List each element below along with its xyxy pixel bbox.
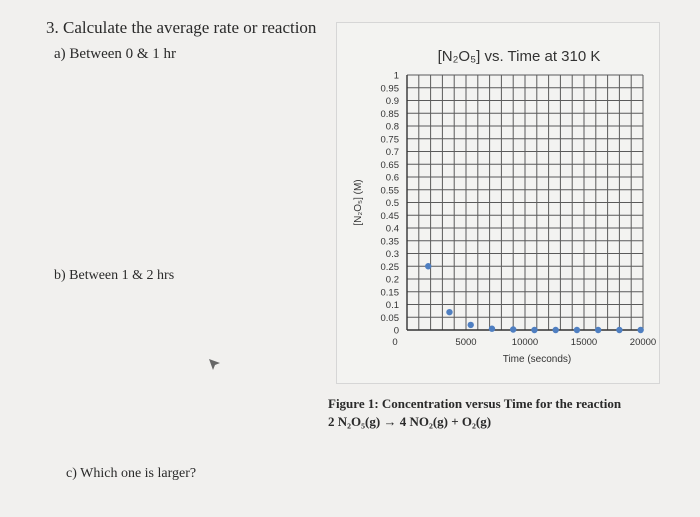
- y-tick-label: 0.7: [385, 147, 399, 158]
- data-point: [595, 327, 601, 333]
- y-axis-label: [N₂O₅] (M): [353, 179, 364, 226]
- caption-equation: 2 N₂O₅(g) → 4 NO₂(g) + O₂(g): [328, 414, 492, 429]
- chart: [337, 23, 659, 383]
- data-point: [510, 326, 516, 332]
- x-tick-label: 15000: [570, 337, 598, 348]
- chart-title: [N₂O₅] vs. Time at 310 K: [437, 48, 601, 65]
- x-tick-label: 0: [392, 337, 398, 348]
- data-point: [552, 327, 558, 333]
- chart-frame: [336, 22, 660, 384]
- question-part-a: a) Between 0 & 1 hr: [54, 46, 177, 62]
- y-tick-label: 0: [393, 325, 399, 337]
- y-tick-label: 0.45: [380, 210, 399, 222]
- y-tick-label: 0.55: [380, 185, 399, 197]
- y-tick-label: 0.3: [385, 249, 399, 260]
- y-tick-label: 0.4: [385, 223, 399, 235]
- x-tick-label: 20000: [629, 337, 657, 348]
- mouse-cursor-icon: [208, 358, 222, 372]
- y-tick-label: 0.2: [385, 274, 399, 286]
- y-tick-label: 0.1: [385, 300, 399, 311]
- y-tick-label: 0.15: [380, 287, 399, 299]
- y-tick-label: 0.9: [385, 96, 399, 107]
- y-tick-label: 0.8: [385, 121, 399, 133]
- data-point: [425, 263, 431, 269]
- question-title: 3. Calculate the average rate or reaction: [46, 18, 317, 37]
- data-point: [446, 309, 452, 315]
- question-part-c: c) Which one is larger?: [66, 466, 197, 481]
- y-tick-label: 0.25: [380, 261, 399, 273]
- x-tick-label: 10000: [511, 337, 539, 348]
- data-point: [574, 327, 580, 333]
- question-part-b: b) Between 1 & 2 hrs: [54, 268, 175, 283]
- y-tick-label: 1: [393, 70, 399, 82]
- figure-caption: [328, 396, 621, 432]
- data-point: [468, 322, 474, 328]
- data-point: [489, 326, 495, 332]
- x-tick-label: 5000: [455, 337, 477, 348]
- caption-title: Figure 1: Concentration versus Time for the reaction: [328, 396, 622, 411]
- data-point: [637, 327, 643, 333]
- y-tick-label: 0.85: [380, 108, 399, 120]
- y-tick-label: 0.05: [380, 312, 399, 324]
- data-point: [531, 327, 537, 333]
- data-point: [616, 327, 622, 333]
- y-tick-label: 0.95: [380, 83, 399, 95]
- y-tick-label: 0.35: [380, 236, 399, 248]
- y-tick-label: 0.5: [385, 198, 399, 209]
- x-axis-label: Time (seconds): [502, 354, 572, 365]
- y-tick-label: 0.75: [380, 134, 399, 146]
- y-tick-label: 0.65: [380, 159, 399, 171]
- y-tick-label: 0.6: [385, 172, 399, 184]
